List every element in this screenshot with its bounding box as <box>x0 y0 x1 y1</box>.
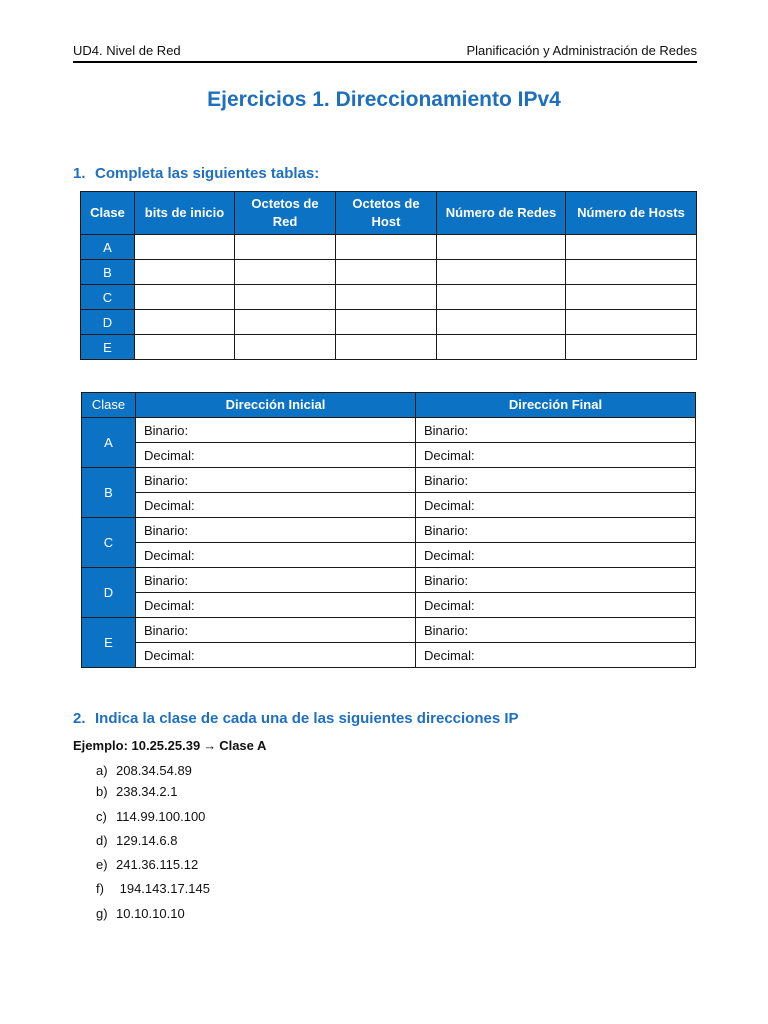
blank-cell[interactable] <box>566 335 697 360</box>
class-cell: A <box>82 418 136 468</box>
header-right-text: Planificación y Administración de Redes <box>466 43 697 58</box>
blank-cell[interactable] <box>566 310 697 335</box>
table2-header-row <box>82 393 696 418</box>
decimal-final-cell[interactable]: Decimal: <box>416 493 696 518</box>
blank-cell[interactable] <box>437 335 566 360</box>
header-rule <box>73 61 697 63</box>
item-marker: d) <box>96 833 108 848</box>
item-marker: b) <box>96 784 108 799</box>
table-row <box>82 468 696 493</box>
blank-cell[interactable] <box>135 285 235 310</box>
example-line <box>73 738 266 753</box>
section-1-title: Completa las siguientes tablas: <box>95 165 320 182</box>
item-marker: c) <box>96 809 107 824</box>
decimal-final-cell[interactable]: Decimal: <box>416 643 696 668</box>
binary-final-cell[interactable]: Binario: <box>416 418 696 443</box>
blank-cell[interactable] <box>336 310 437 335</box>
table-row <box>82 418 696 443</box>
table2-header-final: Dirección Final <box>416 393 696 418</box>
table-row <box>82 593 696 618</box>
class-cell: D <box>82 568 136 618</box>
blank-cell[interactable] <box>566 285 697 310</box>
item-marker: e) <box>96 857 108 872</box>
table-row <box>81 235 697 260</box>
blank-cell[interactable] <box>135 260 235 285</box>
blank-cell[interactable] <box>437 260 566 285</box>
table-row <box>81 335 697 360</box>
blank-cell[interactable] <box>336 285 437 310</box>
section-2-number: 2. <box>73 710 86 727</box>
blank-cell[interactable] <box>235 285 336 310</box>
blank-cell[interactable] <box>437 310 566 335</box>
binary-initial-cell[interactable]: Binario: <box>136 418 416 443</box>
table1-header-num-hosts: Número de Hosts <box>566 192 697 235</box>
table-row <box>81 285 697 310</box>
section-2-heading <box>73 710 519 727</box>
ip-address: 10.10.10.10 <box>116 906 185 921</box>
blank-cell[interactable] <box>336 235 437 260</box>
document-title: Ejercicios 1. Direccionamiento IPv4 <box>207 88 561 111</box>
table2-header-inicial: Dirección Inicial <box>136 393 416 418</box>
binary-initial-cell[interactable]: Binario: <box>136 618 416 643</box>
decimal-initial-cell[interactable]: Decimal: <box>136 443 416 468</box>
section-1-number: 1. <box>73 165 86 182</box>
table-row <box>82 493 696 518</box>
class-cell: A <box>81 235 135 260</box>
list-item <box>96 857 198 872</box>
table-row <box>81 310 697 335</box>
ip-address: 194.143.17.145 <box>116 881 210 896</box>
blank-cell[interactable] <box>135 310 235 335</box>
header-left-text: UD4. Nivel de Red <box>73 43 181 58</box>
binary-final-cell[interactable]: Binario: <box>416 618 696 643</box>
list-item <box>96 784 177 799</box>
item-marker: g) <box>96 906 108 921</box>
table1-header-clase: Clase <box>81 192 135 235</box>
decimal-initial-cell[interactable]: Decimal: <box>136 593 416 618</box>
blank-cell[interactable] <box>135 335 235 360</box>
blank-cell[interactable] <box>235 335 336 360</box>
table-row <box>82 643 696 668</box>
binary-final-cell[interactable]: Binario: <box>416 468 696 493</box>
binary-initial-cell[interactable]: Binario: <box>136 568 416 593</box>
table1-header-bits: bits de inicio <box>135 192 235 235</box>
binary-initial-cell[interactable]: Binario: <box>136 518 416 543</box>
ip-address: 129.14.6.8 <box>116 833 178 848</box>
binary-final-cell[interactable]: Binario: <box>416 518 696 543</box>
decimal-initial-cell[interactable]: Decimal: <box>136 543 416 568</box>
ip-address: 208.34.54.89 <box>116 763 192 778</box>
table1-header-octetos-red: Octetos de Red <box>235 192 336 235</box>
table-row <box>82 568 696 593</box>
binary-final-cell[interactable]: Binario: <box>416 568 696 593</box>
right-arrow-icon: → <box>203 738 217 753</box>
table1-header-octetos-host: Octetos de Host <box>336 192 437 235</box>
section-1-heading <box>73 165 319 182</box>
class-cell: C <box>82 518 136 568</box>
ip-address: 114.99.100.100 <box>116 809 206 824</box>
list-item <box>96 763 192 778</box>
decimal-final-cell[interactable]: Decimal: <box>416 593 696 618</box>
list-item <box>96 881 210 896</box>
list-item <box>96 833 177 848</box>
table-row <box>82 618 696 643</box>
page-header <box>73 43 697 61</box>
class-cell: D <box>81 310 135 335</box>
decimal-final-cell[interactable]: Decimal: <box>416 543 696 568</box>
class-cell: C <box>81 285 135 310</box>
ip-address: 241.36.115.12 <box>116 857 199 872</box>
blank-cell[interactable] <box>235 310 336 335</box>
blank-cell[interactable] <box>235 235 336 260</box>
blank-cell[interactable] <box>566 260 697 285</box>
blank-cell[interactable] <box>336 335 437 360</box>
address-range-table <box>81 392 696 668</box>
table-row <box>82 443 696 468</box>
blank-cell[interactable] <box>336 260 437 285</box>
table-row <box>82 543 696 568</box>
blank-cell[interactable] <box>437 285 566 310</box>
class-cell: B <box>81 260 135 285</box>
section-2-title: Indica la clase de cada una de las siguientes direcciones IP <box>95 710 519 727</box>
decimal-final-cell[interactable]: Decimal: <box>416 443 696 468</box>
ip-address: 238.34.2.1 <box>116 784 178 799</box>
list-item <box>96 906 185 921</box>
table2-header-clase: Clase <box>82 393 136 418</box>
example-answer: Clase A <box>219 738 267 753</box>
decimal-initial-cell[interactable]: Decimal: <box>136 493 416 518</box>
table-row <box>81 260 697 285</box>
table1-header-row <box>81 192 697 235</box>
class-cell: B <box>82 468 136 518</box>
table-row <box>82 518 696 543</box>
item-marker: a) <box>96 763 108 778</box>
example-prefix: Ejemplo: 10.25.25.39 <box>73 738 201 753</box>
item-marker: f) <box>96 881 104 896</box>
blank-cell[interactable] <box>437 235 566 260</box>
decimal-initial-cell[interactable]: Decimal: <box>136 643 416 668</box>
class-cell: E <box>81 335 135 360</box>
list-item <box>96 809 205 824</box>
blank-cell[interactable] <box>566 235 697 260</box>
table1-header-num-redes: Número de Redes <box>437 192 566 235</box>
class-summary-table <box>80 191 697 360</box>
binary-initial-cell[interactable]: Binario: <box>136 468 416 493</box>
blank-cell[interactable] <box>235 260 336 285</box>
blank-cell[interactable] <box>135 235 235 260</box>
class-cell: E <box>82 618 136 668</box>
